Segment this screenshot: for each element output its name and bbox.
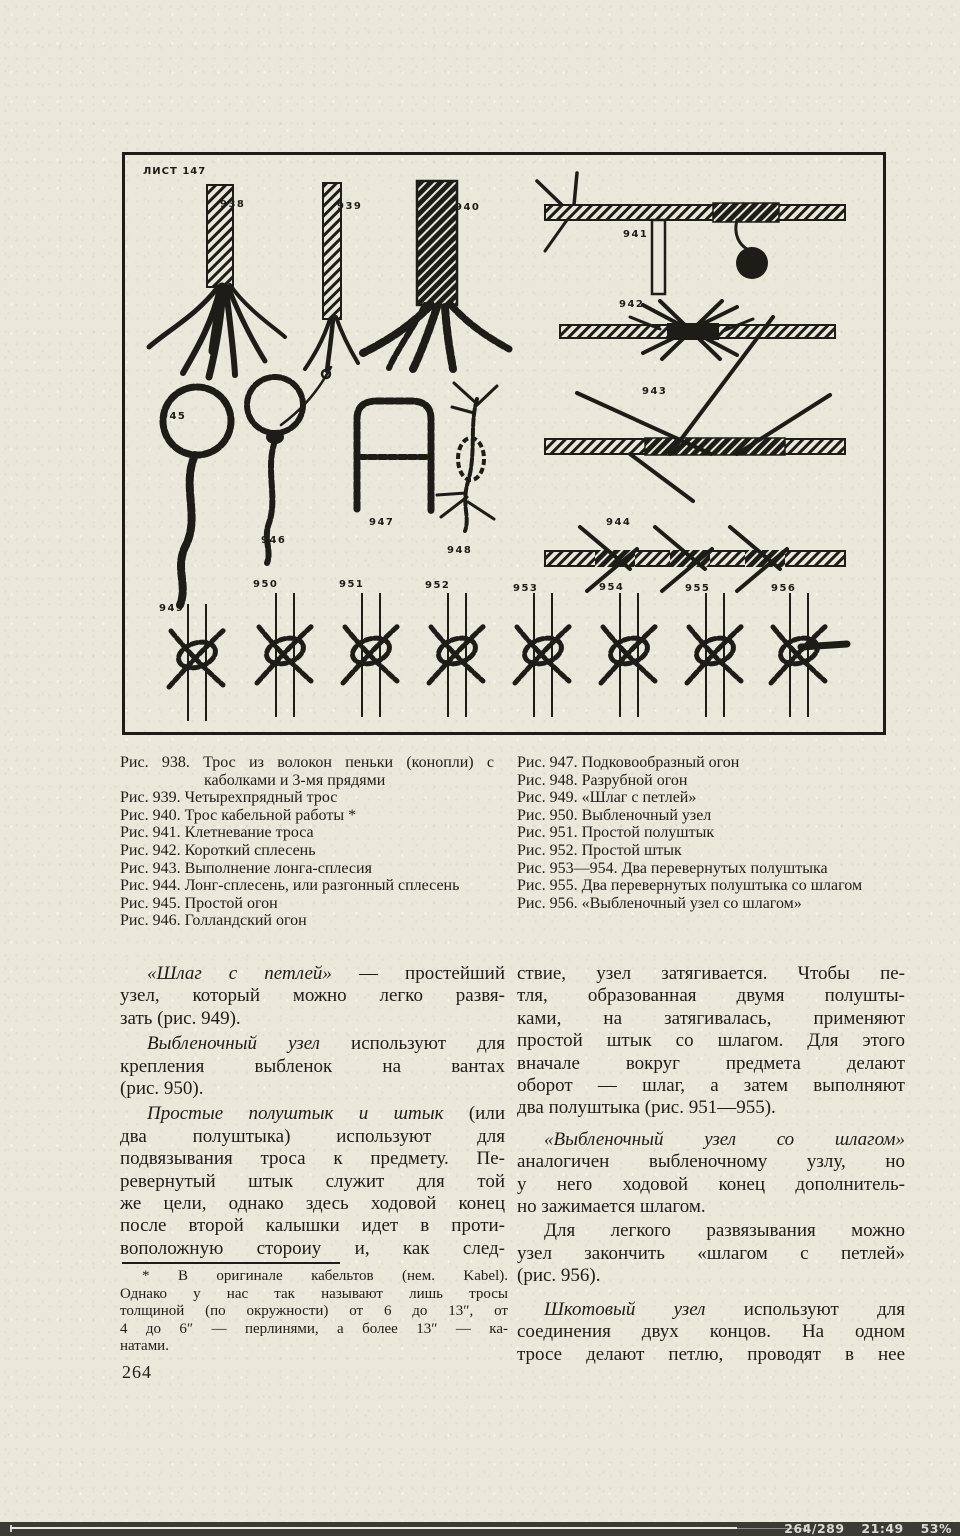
- caption-item: Рис. 946. Голландский огон: [120, 912, 307, 930]
- caption-item: Рис. 942. Короткий сплесень: [120, 841, 316, 859]
- text-line: узел закончить «шлагом с петлей»: [517, 1242, 905, 1264]
- text-line: аналогичен выбленочному узлу, но: [517, 1151, 905, 1173]
- figure-number: 948: [447, 545, 473, 556]
- fig-948-cut-eye: [437, 383, 497, 531]
- text-line: но зажимается шлагом.: [517, 1196, 706, 1218]
- page-position: 264/289: [784, 1521, 845, 1536]
- caption-item: Рис. 947. Подковообразный огон: [517, 754, 740, 771]
- clock: 21:49: [861, 1521, 904, 1536]
- text-line: * В оригинале кабельтов (нем. Kabel).: [142, 1268, 508, 1284]
- fig-938-rope: [149, 185, 285, 377]
- caption-item: Рис. 956. «Выбленочный узел со шлагом»: [517, 894, 802, 912]
- caption-item: Рис. 950. Выбленочный узел: [517, 806, 712, 824]
- caption-item: Рис. 949. «Шлаг с петлей»: [517, 789, 697, 807]
- fig-955-hitch: [687, 593, 743, 717]
- text-line: ствие, узел затягивается. Чтобы пе-: [517, 963, 905, 984]
- text-line: два полуштыка (рис. 951—955).: [517, 1097, 776, 1119]
- text-line: Простые полуштык и штык (или: [147, 1103, 505, 1125]
- fig-951-hitch: [343, 593, 399, 717]
- page-number: 264: [122, 1362, 152, 1382]
- figure-number: 945: [161, 411, 187, 422]
- fig-941-serving: [537, 173, 845, 294]
- text-line: соединения двух концов. На одном: [517, 1321, 905, 1343]
- fig-939-rope: [305, 183, 358, 378]
- fig-944-long-splice: [545, 527, 845, 591]
- fig-943-long-splice-making: [545, 317, 845, 501]
- text-line: оборот — шлаг, а затем выполняют: [517, 1075, 905, 1097]
- text-line: Однако у нас так называют лишь тросы: [120, 1285, 508, 1302]
- text-line: (рис. 956).: [517, 1265, 601, 1287]
- figure-number: 938: [220, 199, 246, 210]
- text-line: два полуштыка) используют для: [120, 1125, 505, 1147]
- text-column-right: [517, 963, 905, 1366]
- fig-949-hitch: [169, 604, 225, 721]
- text-line: подвязывания троса к предмету. Пе-: [120, 1148, 505, 1170]
- text-line: ками, на затягивалась, применяют: [517, 1007, 905, 1029]
- figure-number: 943: [642, 386, 668, 397]
- figure-number: 944: [606, 517, 632, 528]
- caption-item: Рис. 953—954. Два перевернутых полуштыка: [517, 859, 828, 877]
- reading-progress-bar[interactable]: [0, 1522, 820, 1536]
- caption-item: Рис. 951. Простой полуштык: [517, 824, 715, 842]
- text-line: зать (рис. 949).: [120, 1007, 241, 1029]
- footnote: [120, 1268, 508, 1356]
- figure-number: 941: [623, 229, 649, 240]
- text-line: ревернутый штык служит для той: [120, 1170, 505, 1192]
- fig-956-hitch: [771, 593, 847, 717]
- caption-column-left: [120, 754, 494, 930]
- caption-item: Рис. 955. Два перевернутых полуштыка со шлагом: [517, 877, 863, 895]
- figure-number: 954: [599, 582, 625, 593]
- fig-942-short-splice: [560, 301, 835, 359]
- status-text: [772, 1522, 952, 1536]
- knot-illustrations: [125, 155, 882, 731]
- text-line: «Шлаг с петлей» — простейший: [147, 963, 505, 984]
- caption-column-right: [517, 754, 909, 912]
- figure-number: 947: [369, 517, 395, 528]
- fig-946-eye: [247, 367, 331, 563]
- caption-item: Рис. 941. Клетневание троса: [120, 824, 314, 842]
- battery-percent: 53%: [920, 1521, 952, 1536]
- text-line: «Выбленочный узел со шлагом»: [544, 1128, 905, 1150]
- text-line: тля, образованная двумя полушты-: [517, 985, 905, 1007]
- text-line: вначале вокруг предмета делают: [517, 1052, 905, 1074]
- fig-953-hitch: [515, 593, 571, 717]
- text-line: у него ходовой конец дополнитель-: [517, 1173, 905, 1195]
- caption-item: Рис. 945. Простой огон: [120, 894, 278, 912]
- figure-number: 946: [261, 535, 287, 546]
- caption-item: Рис. 943. Выполнение лонга-сплесия: [120, 859, 372, 877]
- fig-954-hitch: [601, 593, 657, 717]
- figure-plate: [122, 152, 886, 735]
- caption-item: Рис. 940. Трос кабельной работы *: [120, 806, 357, 824]
- caption-item: Рис. 948. Разрубной огон: [517, 771, 688, 789]
- caption-item: Рис. 939. Четырехпрядный трос: [120, 789, 338, 807]
- caption-item: Рис. 944. Лонг-сплесень, или разгонный сплесень: [120, 877, 460, 895]
- progress-fill: [10, 1527, 737, 1529]
- text-line: узел, который можно легко развя-: [120, 985, 505, 1007]
- text-line: тросе делают петлю, проводят в нее: [517, 1343, 905, 1365]
- figure-number: 951: [339, 579, 365, 590]
- text-line: 4 до 6″ — перлинями, а более 13″ — ка-: [120, 1320, 508, 1337]
- text-line: же цели, однако здесь ходовой конец: [120, 1193, 505, 1215]
- figure-number: 940: [455, 202, 481, 213]
- reader-status-bar: [0, 1522, 960, 1536]
- text-column-left: [120, 963, 505, 1260]
- figure-number: 953: [513, 583, 539, 594]
- text-line: Для легкого развязывания можно: [544, 1220, 905, 1242]
- text-line: простой штык со шлагом. Для этого: [517, 1030, 905, 1052]
- figure-number: 952: [425, 580, 451, 591]
- footnote-rule: [122, 1262, 340, 1264]
- plate-sheet-label: ЛИСТ 147: [143, 166, 207, 177]
- text-line: (рис. 950).: [120, 1078, 204, 1100]
- figure-number: 939: [337, 201, 363, 212]
- figure-number: 955: [685, 583, 711, 594]
- text-line: толщиной (по окружности) от 6 до 13″, от: [120, 1303, 508, 1320]
- text-line: Шкотовый узел используют для: [544, 1298, 905, 1320]
- figure-number: 949: [159, 603, 185, 614]
- fig-950-hitch: [257, 593, 313, 717]
- text-line: крепления выбленок на вантах: [120, 1055, 505, 1077]
- text-line: Выбленочный узел используют для: [147, 1033, 505, 1055]
- figure-number: 950: [253, 579, 279, 590]
- caption-item: Рис. 938. Трос из волокон пеньки (конопли) с каболками и 3-мя прядями: [120, 754, 494, 789]
- text-line: натами.: [120, 1338, 169, 1355]
- fig-952-hitch: [429, 593, 485, 717]
- text-line: после второй калышки идет в проти-: [120, 1215, 505, 1237]
- figure-number: 956: [771, 583, 797, 594]
- fig-940-rope: [363, 181, 509, 369]
- caption-item: Рис. 952. Простой штык: [517, 841, 682, 859]
- text-line: воположную стороиу и, как след-: [120, 1237, 505, 1259]
- fig-947-horseshoe-eye: [357, 401, 431, 511]
- figure-number: 942: [619, 299, 645, 310]
